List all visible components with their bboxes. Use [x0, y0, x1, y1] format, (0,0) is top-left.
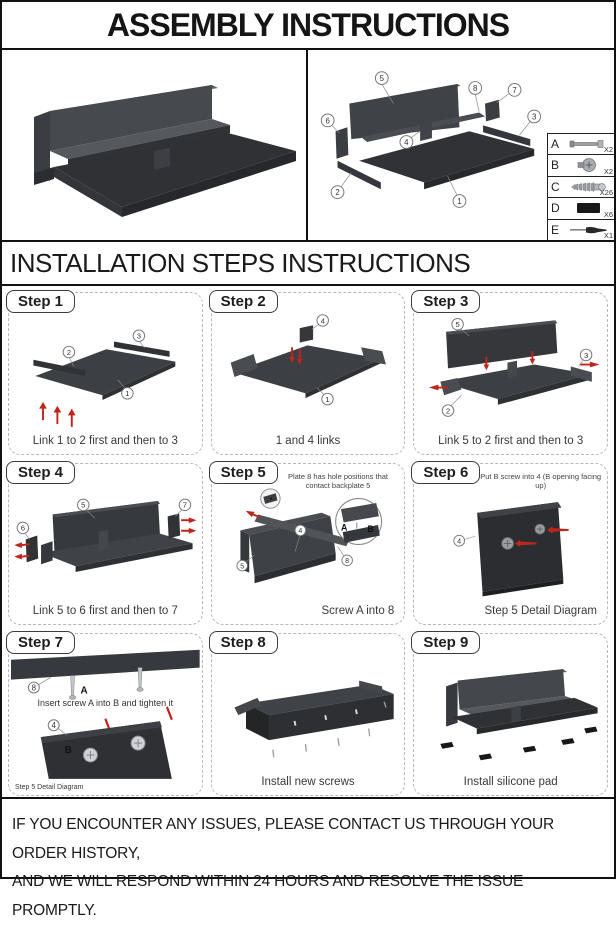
- part-qty: X6: [603, 209, 613, 219]
- step-8-illustration: [214, 648, 403, 773]
- svg-text:4: 4: [51, 721, 56, 731]
- part-qty: X2: [603, 145, 613, 154]
- step-9-cell: [409, 628, 612, 799]
- overview-section: [2, 50, 614, 242]
- svg-text:4: 4: [457, 537, 462, 546]
- step-5-note: Plate 8 has hole positions that contact backplate 5: [287, 471, 389, 490]
- step-4-caption: Link 5 to 6 first and then to 7: [32, 605, 178, 618]
- svg-text:3: 3: [136, 331, 142, 341]
- step-7-caption: Step 5 Detail Diagram: [15, 784, 84, 791]
- step-2-panel: [211, 292, 406, 455]
- svg-text:4: 4: [298, 527, 303, 535]
- step-8-caption: Install new screws: [261, 776, 355, 788]
- step-3-cell: [409, 287, 612, 458]
- part-label-1: [453, 195, 466, 208]
- step-9-caption: Install silicone pad: [463, 776, 558, 788]
- part-label-8: [469, 82, 482, 95]
- installation-steps-header: [2, 242, 614, 286]
- part-letter: C: [551, 179, 560, 194]
- step-4-cell: [4, 458, 207, 629]
- product-render-image: [4, 53, 304, 237]
- part-letter: A: [551, 136, 560, 151]
- step-5-cell: [207, 458, 410, 629]
- support-notice-line1: IF YOU ENCOUNTER ANY ISSUES, PLEASE CONTACT US THROUGH YOUR ORDER HISTORY,: [12, 816, 555, 862]
- steps-grid: [2, 286, 614, 800]
- step-8-label: Step 8: [209, 631, 278, 654]
- svg-text:2: 2: [446, 406, 451, 416]
- support-notice: [2, 797, 614, 920]
- step-6-caption: Step 5 Detail Diagram: [484, 605, 597, 618]
- svg-text:4: 4: [404, 137, 409, 147]
- part-letter: D: [551, 201, 560, 216]
- svg-text:8: 8: [31, 683, 37, 693]
- svg-text:4: 4: [320, 316, 325, 326]
- svg-text:2: 2: [335, 188, 340, 198]
- part-row-c: [548, 177, 614, 199]
- svg-text:6: 6: [20, 523, 25, 533]
- svg-text:B: B: [64, 745, 72, 757]
- part-row-b: [548, 155, 614, 177]
- step-7-illustration: [11, 644, 200, 785]
- step-2-label: Step 2: [209, 290, 278, 313]
- step-1-cell: [4, 287, 207, 458]
- hardware-parts-table: [547, 133, 614, 241]
- step-4-panel: [8, 463, 203, 626]
- part-row-e: [548, 220, 614, 241]
- part-letter: E: [551, 222, 560, 237]
- part-row-d: [548, 198, 614, 220]
- step-5-illustration: [214, 488, 403, 603]
- svg-text:1: 1: [325, 394, 330, 404]
- part-label-4: [400, 136, 413, 149]
- svg-text:8: 8: [473, 83, 478, 93]
- step-9-illustration: [416, 648, 605, 773]
- step-7-note: Insert screw A into B and tighten it: [37, 698, 174, 709]
- step-6-panel: [413, 463, 608, 626]
- svg-text:3: 3: [532, 112, 537, 122]
- exploded-diagram: [310, 52, 546, 236]
- step-1-label: Step 1: [6, 290, 75, 313]
- step-8-cell: [207, 628, 410, 799]
- section-title: INSTALLATION STEPS INSTRUCTIONS: [10, 247, 471, 278]
- step-3-label: Step 3: [411, 290, 480, 313]
- svg-text:2: 2: [66, 347, 72, 357]
- svg-text:1: 1: [125, 389, 130, 399]
- step-3-caption: Link 5 to 2 first and then to 3: [438, 434, 584, 447]
- step-5-caption: Screw A into 8: [321, 605, 395, 618]
- step-4-illustration: [11, 478, 200, 603]
- step-7-panel: [8, 633, 203, 796]
- support-notice-line2: AND WE WILL RESPOND WITHIN 24 HOURS AND RESOLVE THE ISSUE PROMPTLY.: [12, 873, 524, 920]
- step-3-panel: [413, 292, 608, 455]
- step-6-cell: [409, 458, 612, 629]
- part-row-a: [548, 134, 614, 156]
- part-qty: X2: [603, 166, 613, 176]
- step-5-label: Step 5: [209, 461, 278, 484]
- svg-text:5: 5: [455, 320, 461, 330]
- svg-text:A: A: [340, 521, 348, 532]
- svg-text:B: B: [367, 523, 374, 534]
- step-6-illustration: [416, 486, 605, 603]
- step-1-panel: [8, 292, 203, 455]
- step-3-illustration: [416, 307, 605, 432]
- step-6-note: Put B screw into 4 (B opening facing up): [480, 471, 602, 490]
- svg-text:1: 1: [457, 196, 462, 206]
- step-7-label: Step 7: [6, 631, 75, 654]
- step-6-label: Step 6: [411, 461, 480, 484]
- svg-text:6: 6: [325, 116, 330, 126]
- svg-text:5: 5: [81, 500, 86, 510]
- part-letter: B: [551, 158, 560, 173]
- step-2-cell: [207, 287, 410, 458]
- svg-text:A: A: [80, 685, 88, 697]
- step-2-caption: 1 and 4 links: [275, 434, 341, 447]
- step-7-cell: [4, 628, 207, 799]
- step-9-panel: [413, 633, 608, 796]
- svg-text:3: 3: [584, 350, 589, 360]
- step-1-caption: Link 1 to 2 first and then to 3: [32, 434, 178, 447]
- step-5-panel: [211, 463, 406, 626]
- part-label-6: [321, 114, 334, 127]
- exploded-diagram-pane: [308, 50, 614, 240]
- part-label-2: [331, 186, 344, 199]
- svg-text:7: 7: [512, 85, 517, 95]
- product-image-pane: [2, 50, 308, 240]
- header-bar: [2, 2, 614, 50]
- page-title: ASSEMBLY INSTRUCTIONS: [106, 6, 510, 43]
- step-1-illustration: [11, 307, 200, 432]
- part-label-5: [375, 72, 388, 85]
- svg-text:5: 5: [379, 74, 384, 84]
- svg-text:7: 7: [182, 500, 188, 510]
- step-4-label: Step 4: [6, 461, 75, 484]
- svg-text:5: 5: [239, 562, 244, 570]
- part-label-7: [508, 84, 521, 97]
- step-9-label: Step 9: [411, 631, 480, 654]
- part-qty: X1: [603, 231, 613, 240]
- step-8-panel: [211, 633, 406, 796]
- step-2-illustration: [214, 307, 403, 432]
- part-label-3: [528, 110, 541, 123]
- part-qty: X26: [599, 188, 613, 197]
- svg-text:8: 8: [344, 557, 349, 565]
